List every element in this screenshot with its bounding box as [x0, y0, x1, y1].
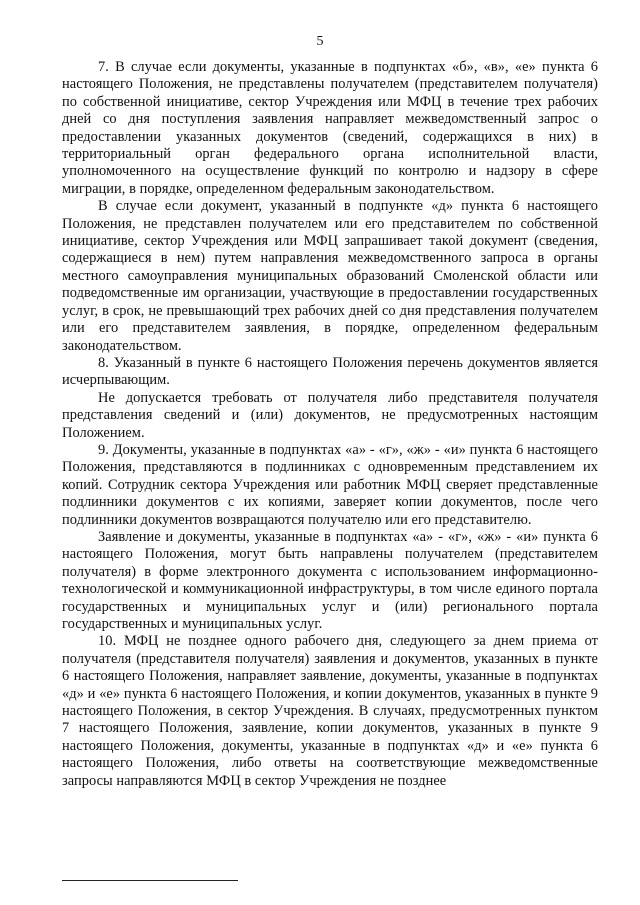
paragraph-9: 9. Документы, указанные в подпунктах «а» - «г», «ж» - «и» пункта 6 настоящего Положения, представляются в подлинниках с одновременным представлением их копий. Сотрудник сектора Учреждения или работник МФЦ сверяет представленные подлинники документов с их копиями, заверяет копии документов, после чего подлинники документов возвращаются получателю или его представителю. — [62, 441, 598, 528]
document-body — [62, 59, 598, 790]
paragraph-7: 7. В случае если документы, указанные в подпунктах «б», «в», «е» пункта 6 настоящего Положения, не представлены получателем (представителем получателя) по собственной инициативе, сектор Учреждения или МФЦ в течение трех рабочих дней со дня поступления заявления направляет межведомственный запрос о предоставлении указанных документов (сведений, содержащихся в них) в территориальный орган федерального органа исполнительной власти, уполномоченного на осуществление функций по контролю и надзору в сфере миграции, в порядке, определенном федеральным законодательством. — [62, 59, 598, 197]
paragraph-8-continuation: Не допускается требовать от получателя либо представителя получателя представления сведений и (или) документов, не предусмотренных настоящим Положением. — [62, 389, 598, 441]
paragraph-10: 10. МФЦ не позднее одного рабочего дня, следующего за днем приема от получателя (представителя получателя) заявления и документов, указанных в пункте 6 настоящего Положения, направляет заявление, документы, указанные в подпунктах «д» и «е» пункта 6 настоящего Положения, и копии документов, указанных в пункте 9 настоящего Положения, в сектор Учреждения. В случаях, предусмотренных пунктом 7 настоящего Положения, заявление, копии документов, указанных в пункте 9 настоящего Положения, документы, указанные в подпунктах «д» и «е» пункта 6 настоящего Положения, либо ответы на соответствующие межведомственные запросы направляются МФЦ в сектор Учреждения не позднее — [62, 633, 598, 789]
paragraph-8: 8. Указанный в пункте 6 настоящего Положения перечень документов является исчерпывающим. — [62, 354, 598, 389]
page-number: 5 — [316, 34, 324, 49]
footnote-separator-line — [62, 880, 238, 881]
paragraph-9-continuation: Заявление и документы, указанные в подпунктах «а» - «г», «ж» - «и» пункта 6 настоящего Положения, могут быть направлены получателем (представителем получателя) в форме электронного документа с использованием информационно-технологической и коммуникационной инфраструктуры, в том числе единого портала государственных и муниципальных услуг и (или) регионального портала государственных и муниципальных услуг. — [62, 528, 598, 632]
paragraph-7-continuation: В случае если документ, указанный в подпункте «д» пункта 6 настоящего Положения, не представлен получателем или его представителем по собственной инициативе, сектор Учреждения или МФЦ запрашивает такой документ (сведения, содержащиеся в нем) путем направления межведомственного запроса в органы местного самоуправления муниципальных образований Смоленской области или подведомственные им организации, участвующие в предоставлении государственных услуг, в срок, не превышающий трех рабочих дней со дня представления получателем или его представителем заявления, в порядке, определенном федеральным законодательством. — [62, 198, 598, 354]
